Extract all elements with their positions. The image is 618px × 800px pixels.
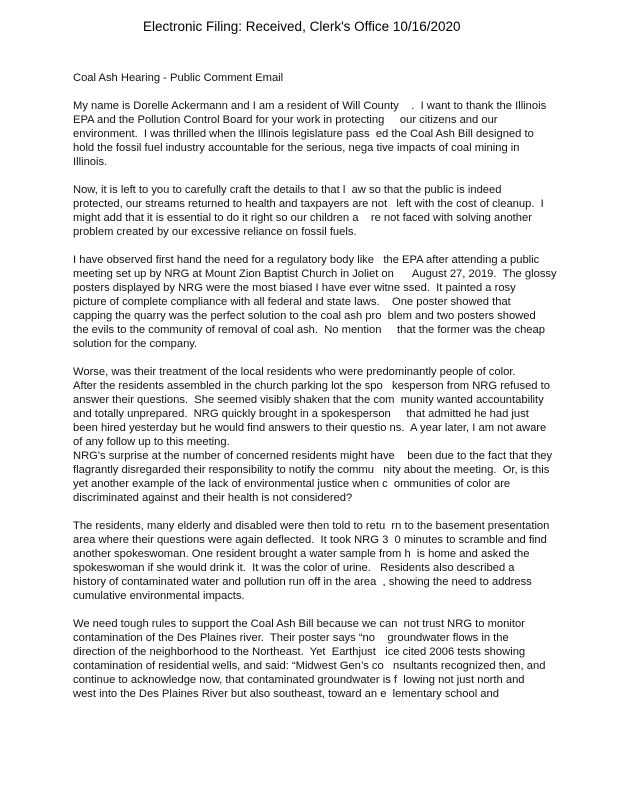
text-line: contamination of the Des Plaines river. Their poster says “no groundwater flows in the [73,632,509,644]
paragraph [73,617,603,701]
text-line: problem created by our excessive reliance on fossil fuels. [73,226,357,238]
text-line: might add that it is essential to do it right so our children a re not faced with solving another [73,212,532,224]
text-line: Worse, was their treatment of the local residents who were predominantly people of color. [73,366,516,378]
text-line: We need tough rules to support the Coal Ash Bill because we can not trust NRG to monitor [73,618,525,630]
paragraphs [73,99,603,701]
text-line: capping the quarry was the perfect solution to the coal ash pro blem and two posters showed [73,310,536,322]
text-line: protected, our streams returned to health and taxpayers are not left with the cost of cleanup. I [73,198,544,210]
document-body [73,71,603,715]
text-line: west into the Des Plaines River but also southeast, toward an e lementary school and [73,688,499,700]
text-line: posters displayed by NRG were the most biased I have ever witne ssed. It painted a rosy [73,282,516,294]
text-line: solution for the company. [73,338,198,350]
text-line: I have observed first hand the need for a regulatory body like the EPA after attending a public [73,254,540,266]
text-line: hold the fossil fuel industry accountable for the serious, nega tive impacts of coal mining in [73,142,520,154]
text-line: and totally unprepared. NRG quickly brought in a spokesperson that admitted he had just [73,408,529,420]
text-line: continue to acknowledge now, that contaminated groundwater is f lowing not just north and [73,674,525,686]
text-line: Now, it is left to you to carefully craft the details to that l aw so that the public is indeed [73,184,502,196]
text-line: Illinois. [73,156,108,168]
text-line: contamination of residential wells, and said: “Midwest Gen’s co nsultants recognized then, and [73,660,546,672]
paragraph [73,183,603,239]
text-line: NRG's surprise at the number of concerned residents might have been due to the fact that they [73,450,553,462]
paragraph [73,519,603,603]
text-line: EPA and the Pollution Control Board for your work in protecting our citizens and our [73,114,498,126]
text-line: discriminated against and their health is not considered? [73,492,353,504]
paragraph [73,365,603,449]
text-line: My name is Dorelle Ackermann and I am a resident of Will County . I want to thank the Illinois [73,100,547,112]
text-line: history of contaminated water and pollution run off in the area , showing the need to address [73,576,532,588]
text-line: area where their questions were again deflected. It took NRG 3 0 minutes to scramble and find [73,534,547,546]
text-line: of any follow up to this meeting. [73,436,230,448]
text-line: flagrantly disregarded their responsibility to notify the commu nity about the meeting. Or, is this [73,464,550,476]
paragraph [73,449,603,505]
text-line: picture of complete compliance with all federal and state laws. One poster showed that [73,296,511,308]
document-title: Coal Ash Hearing - Public Comment Email [73,72,284,84]
text-line: environment. I was thrilled when the Illinois legislature pass ed the Coal Ash Bill designed to [73,128,534,140]
text-line: been hired yesterday but he would find answers to their questio ns. A year later, I am not aware [73,422,547,434]
text-line: cumulative environmental impacts. [73,590,245,602]
text-line: yet another example of the lack of environmental justice when c ommunities of color are [73,478,511,490]
text-line: The residents, many elderly and disabled were then told to retu rn to the basement presentation [73,520,550,532]
filing-stamp: Electronic Filing: Received, Clerk's Office 10/16/2020 [143,19,461,34]
text-line: direction of the neighborhood to the Northeast. Yet Earthjust ice cited 2006 tests showing [73,646,526,658]
paragraph [73,99,603,169]
text-line: meeting set up by NRG at Mount Zion Baptist Church in Joliet on August 27, 2019. The glossy [73,268,557,280]
text-line: After the residents assembled in the church parking lot the spo kesperson from NRG refused to [73,380,550,392]
paragraph [73,253,603,351]
text-line: answer their questions. She seemed visibly shaken that the com munity wanted accountability [73,394,544,406]
text-line: the evils to the community of removal of coal ash. No mention that the former was the cheap [73,324,545,336]
text-line: spokeswoman if she would drink it. It was the color of urine. Residents also described a [73,562,515,574]
text-line: another spokeswoman. One resident brought a water sample from h is home and asked the [73,548,530,560]
